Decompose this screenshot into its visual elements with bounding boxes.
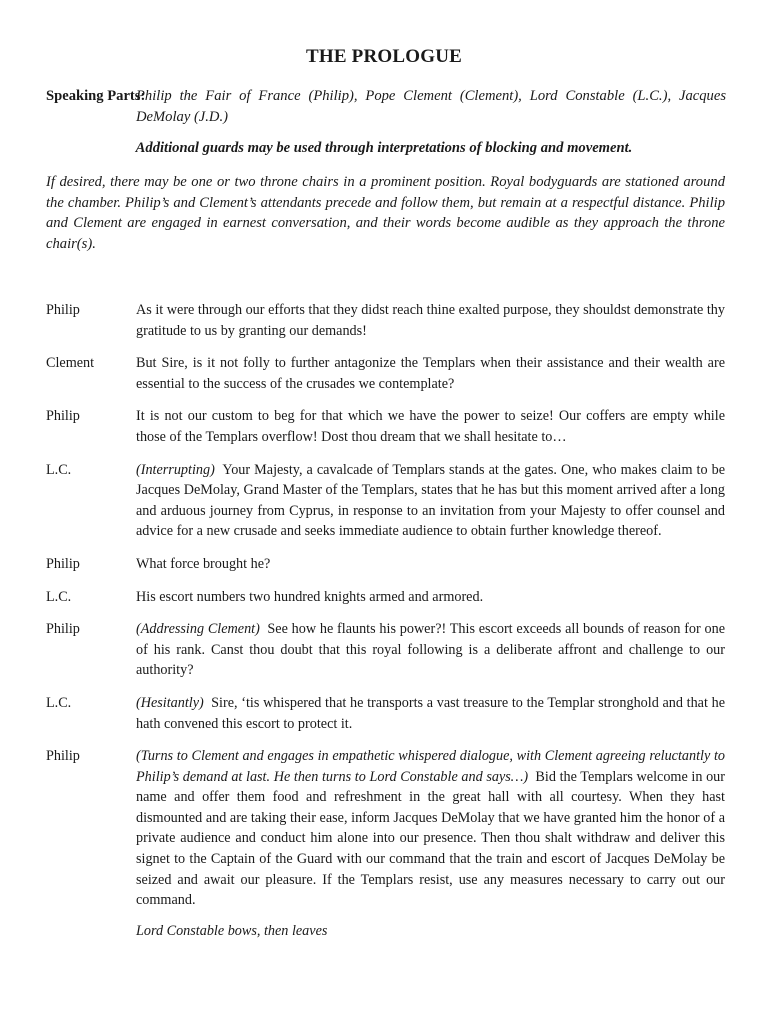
speaking-parts-label: Speaking Parts:: [46, 88, 146, 104]
dialogue-line: [136, 693, 725, 734]
dialogue-line: [136, 300, 725, 341]
dialogue-row: [46, 300, 725, 341]
dialogue-row: [46, 619, 725, 681]
dialogue-section: [46, 300, 725, 941]
line-text: Sire, ‘tis whispered that he transports a vast treasure to the Templar stronghold and that he hath convened this escort to protect it.: [136, 694, 726, 732]
speaker-name: Philip: [46, 621, 80, 638]
line-text: What force brought he?: [136, 555, 271, 572]
dialogue-row: [46, 693, 725, 734]
speaker-name: Philip: [46, 408, 80, 425]
dialogue-line: [136, 353, 725, 394]
dialogue-row: [46, 746, 725, 911]
speaker-name: L.C.: [46, 461, 72, 478]
dialogue-row: [46, 554, 725, 575]
stage-direction-inline: (Hesitantly): [136, 694, 204, 711]
line-text: His escort numbers two hundred knights armed and armored.: [136, 588, 484, 605]
additional-guards-note: Additional guards may be used through interpretations of blocking and movement.: [135, 140, 633, 156]
dialogue-line: [136, 587, 725, 608]
speaking-parts: [46, 86, 726, 127]
stage-direction-inline: (Turns to Clement and engages in empathetic whispered dialogue, with Clement agreeing reluctantly to Philip’s demand at last. He then turns to Lord Constable and says…): [136, 748, 725, 785]
speaker-name: Philip: [46, 302, 80, 318]
dialogue-line: [136, 406, 725, 447]
dialogue-line: [136, 619, 725, 681]
dialogue-row: [46, 460, 725, 542]
speaking-parts-list: Philip the Fair of France (Philip), Pope Clement (Clement), Lord Constable (L.C.), Jacques DeMolay (J.D.): [136, 88, 726, 125]
dialogue-row: [46, 587, 725, 608]
dialogue-line: [136, 554, 725, 575]
line-text: See how he flaunts his power?! This escort exceeds all bounds of reason for one of his rank. Canst thou doubt that this royal following is a deliberate affront and challenge to our authority?: [136, 621, 726, 679]
dialogue-row: [46, 353, 725, 394]
opening-stage-direction: If desired, there may be one or two throne chairs in a prominent position. Royal bodyguards are stationed around the chamber. Philip’s and Clement’s attendants precede and follow them, but remain at a respectful distance. Philip and Clement are engaged in earnest conversation, and their words become audible as they approach the throne chair(s).: [46, 174, 725, 252]
speaker-name: Philip: [46, 748, 80, 765]
page-title: THE PROLOGUE: [305, 46, 462, 67]
line-text: Your Majesty, a cavalcade of Templars stands at the gates. One, who makes claim to be Jacques DeMolay, Grand Master of the Templars, states that he has but this moment arrived after a long and arduous journey from Cyprus, in response to an invitation from your Majesty to offer counsel and advice for a new crusade and seeks immediate audience to obtain further knowledge thereof.: [136, 461, 725, 540]
line-text: Bid the Templars welcome in our name and offer them food and refreshment in the great hall with all courtesy. When they hast dismounted and are taking their ease, inform Jacques DeMolay that we have granted him the honor of a private audience and conduct him alone into our presence. Then thou shalt withdraw and deliver this signet to the Captain of the Guard with our command that the train and escort of Jacques DeMolay be seized and await our pleasure. If the Templars resist, use any measures necessary to carry out our command.: [136, 768, 725, 909]
dialogue-row: [46, 406, 725, 447]
line-text: As it were through our efforts that they didst reach thine exalted purpose, they shouldst demonstrate thy gratitude to us by granting our demands!: [136, 302, 725, 339]
exit-stage-direction: Lord Constable bows, then leaves: [136, 922, 328, 939]
line-text: It is not our custom to beg for that which we have the power to seize! Our coffers are empty while those of the Templars overflow! Dost thou dream that we shall hesitate to…: [136, 408, 725, 445]
speaker-name: L.C.: [46, 694, 72, 711]
speaker-name: Clement: [46, 355, 95, 372]
speaker-name: Philip: [46, 555, 80, 572]
speaker-name: L.C.: [46, 588, 72, 605]
line-text: But Sire, is it not folly to further antagonize the Templars when their assistance and their wealth are essential to the success of the crusades we contemplate?: [136, 355, 725, 392]
stage-direction-inline: (Addressing Clement): [136, 621, 260, 638]
stage-direction-inline: (Interrupting): [136, 461, 215, 478]
dialogue-line: [136, 746, 725, 911]
dialogue-line: [136, 460, 725, 542]
